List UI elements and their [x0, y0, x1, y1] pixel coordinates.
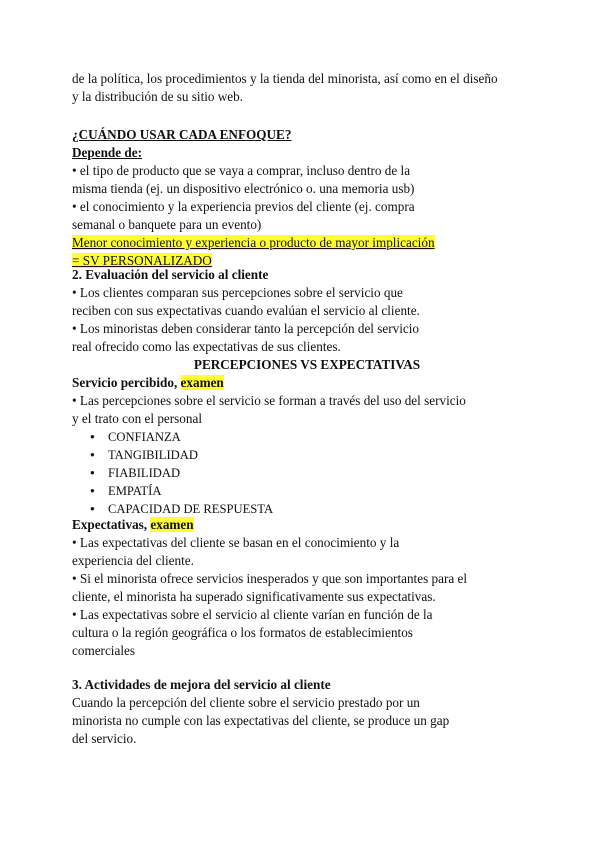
- improvement-heading: 3. Actividades de mejora del servicio al cliente: [72, 677, 331, 692]
- evaluation-line: reciben con sus expectativas cuando evalúan el servicio al cliente.: [72, 303, 420, 318]
- expectations-heading: [72, 516, 542, 534]
- when-line: semanal o banquete para un evento): [72, 217, 262, 232]
- evaluation-line: real ofrecido como las expectativas de sus clientes.: [72, 339, 341, 354]
- when-line: • el tipo de producto que se vaya a comprar, incluso dentro de la: [72, 163, 411, 178]
- list-item: ● TANGIBILIDAD: [72, 446, 542, 464]
- when-heading: ¿CUÁNDO USAR CADA ENFOQUE?: [72, 127, 292, 142]
- highlight-line: = SV PERSONALIZADO: [72, 253, 212, 268]
- improvement-line: Cuando la percepción del cliente sobre el servicio prestado por un: [72, 695, 420, 710]
- evaluation-line: • Los minoristas deben considerar tanto la percepción del servicio: [72, 321, 420, 336]
- expectations-line: • Si el minorista ofrece servicios inesperados y que son importantes para el: [72, 571, 468, 586]
- expectations-line: comerciales: [72, 643, 135, 658]
- exam-tag: examen: [180, 375, 224, 390]
- list-item: ● CONFIANZA: [72, 428, 542, 446]
- improvement-section: [72, 676, 542, 748]
- expectations-line: cultura o la región geográfica o los formatos de establecimientos: [72, 625, 413, 640]
- improvement-line: del servicio.: [72, 731, 137, 746]
- expectations-line: experiencia del cliente.: [72, 553, 194, 568]
- perceived-heading-text: Servicio percibido,: [72, 375, 181, 390]
- list-item: ● CAPACIDAD DE RESPUESTA: [72, 500, 542, 518]
- evaluation-heading: 2. Evaluación del servicio al cliente: [72, 267, 269, 282]
- intro-paragraph: [72, 70, 542, 106]
- dimensions-list: [72, 428, 542, 518]
- highlight-line: Menor conocimiento y experiencia o producto de mayor implicación: [72, 235, 435, 250]
- intro-line: y la distribución de su sitio web.: [72, 89, 244, 104]
- intro-line: de la política, los procedimientos y la tienda del minorista, así como en el diseño: [72, 71, 498, 86]
- section-title-center: PERCEPCIONES VS EXPECTATIVAS: [193, 357, 421, 372]
- list-item: ● EMPATÍA: [72, 482, 542, 500]
- depends-heading: Depende de:: [72, 145, 142, 160]
- perceived-line: • Las percepciones sobre el servicio se forman a través del uso del servicio: [72, 393, 466, 408]
- expectations-section: [72, 516, 542, 660]
- exam-tag: examen: [150, 517, 194, 532]
- when-line: misma tienda (ej. un dispositivo electrónico o. una memoria usb): [72, 181, 415, 196]
- expectations-heading-text: Expectativas,: [72, 517, 151, 532]
- evaluation-line: • Los clientes comparan sus percepciones sobre el servicio que: [72, 285, 403, 300]
- expectations-line: • Las expectativas del cliente se basan en el conocimiento y la: [72, 535, 400, 550]
- perceived-section: [72, 374, 542, 518]
- perceived-line: y el trato con el personal: [72, 411, 202, 426]
- when-line: • el conocimiento y la experiencia previos del cliente (ej. compra: [72, 199, 415, 214]
- list-item: ● FIABILIDAD: [72, 464, 542, 482]
- evaluation-section: [72, 266, 542, 374]
- when-section: [72, 126, 542, 270]
- improvement-line: minorista no cumple con las expectativas del cliente, se produce un gap: [72, 713, 450, 728]
- expectations-line: • Las expectativas sobre el servicio al cliente varían en función de la: [72, 607, 433, 622]
- perceived-heading: [72, 374, 542, 392]
- expectations-line: cliente, el minorista ha superado significativamente sus expectativas.: [72, 589, 436, 604]
